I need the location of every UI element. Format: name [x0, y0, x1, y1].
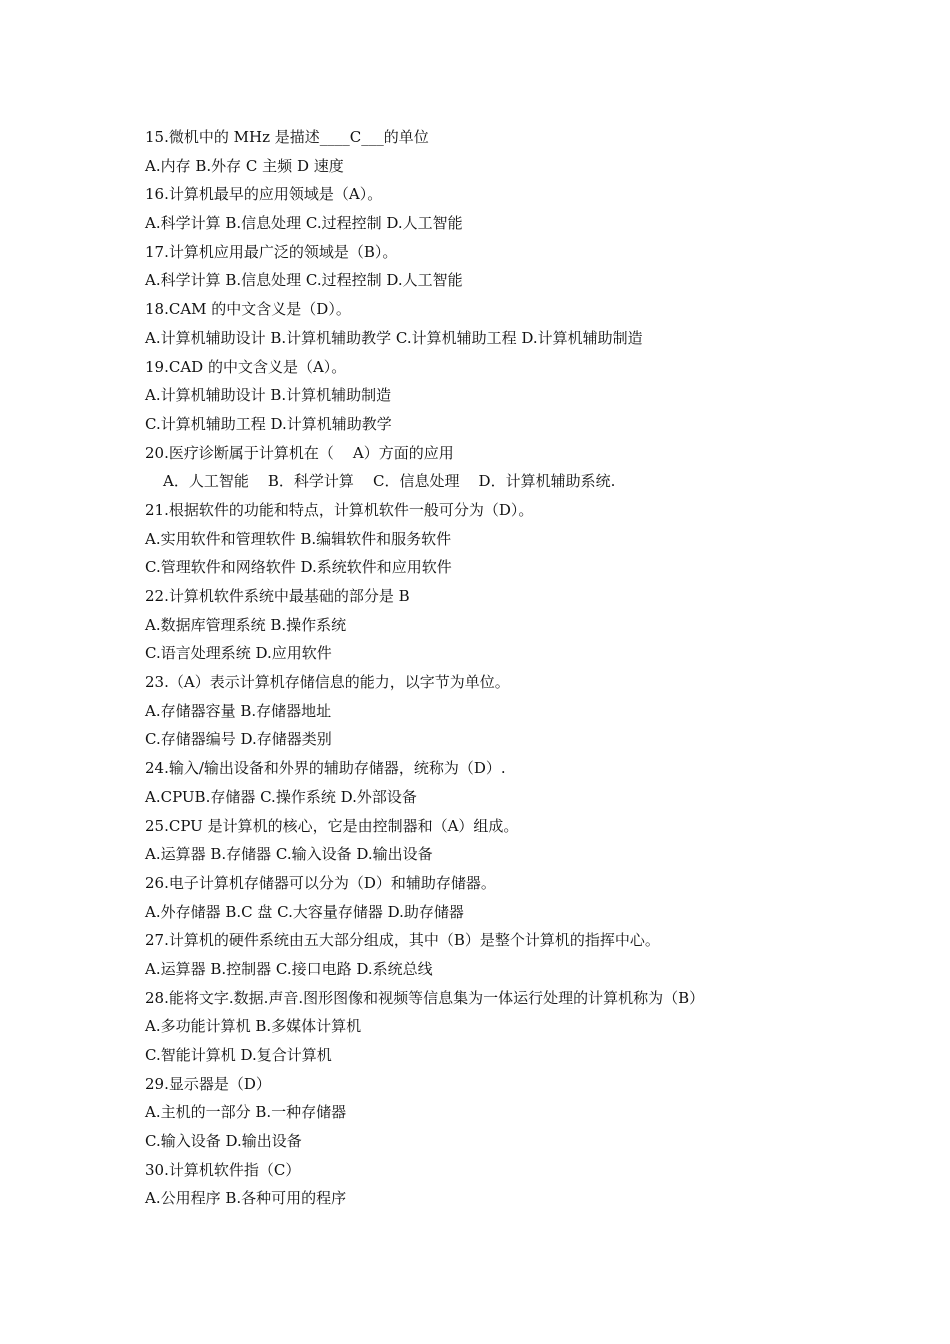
question-22-options-2: C.语言处理系统 D.应用软件	[145, 644, 332, 663]
question-15-stem: 15.微机中的 MHz 是描述____C___的单位	[145, 128, 429, 146]
question-20-options: A．人工智能 B．科学计算 C．信息处理 D．计算机辅助系统.	[163, 472, 616, 491]
question-21-options-1: A.实用软件和管理软件 B.编辑软件和服务软件	[145, 529, 452, 548]
question-17-stem: 17.计算机应用最广泛的领域是（B）。	[145, 242, 398, 261]
question-19-stem: 19.CAD 的中文含义是（A）。	[145, 357, 347, 376]
question-26-stem: 26.电子计算机存储器可以分为（D）和辅助存储器。	[145, 873, 496, 892]
question-30-stem: 30.计算机软件指（C）	[145, 1160, 301, 1179]
question-25-options: A.运算器 B.存储器 C.输入设备 D.输出设备	[145, 845, 433, 864]
question-19-options-1: A.计算机辅助设计 B.计算机辅助制造	[145, 386, 392, 405]
question-28-stem: 28.能将文字.数据.声音.图形图像和视频等信息集为一体运行处理的计算机称为（B）	[145, 988, 705, 1007]
question-24-options: A.CPUB.存储器 C.操作系统 D.外部设备	[145, 787, 417, 806]
question-29-stem: 29.显示器是（D）	[145, 1074, 271, 1093]
question-15-options: A.内存 B.外存 C 主频 D 速度	[145, 156, 344, 175]
question-29-options-2: C.输入设备 D.输出设备	[145, 1132, 302, 1151]
question-list	[145, 123, 825, 1213]
question-24-stem: 24.输入/输出设备和外界的辅助存储器，统称为（D）.	[145, 759, 506, 778]
question-22-options-1: A.数据库管理系统 B.操作系统	[145, 615, 347, 634]
question-30-options-1: A.公用程序 B.各种可用的程序	[145, 1189, 347, 1208]
question-17-options: A.科学计算 B.信息处理 C.过程控制 D.人工智能	[145, 271, 463, 290]
question-23-options-2: C.存储器编号 D.存储器类别	[145, 730, 332, 749]
question-26-options: A.外存储器 B.C 盘 C.大容量存储器 D.助存储器	[145, 902, 464, 921]
question-28-options-1: A.多功能计算机 B.多媒体计算机	[145, 1017, 362, 1036]
question-18-stem: 18.CAM 的中文含义是（D）。	[145, 300, 351, 319]
question-22-stem: 22.计算机软件系统中最基础的部分是 B	[145, 587, 410, 605]
question-19-options-2: C.计算机辅助工程 D.计算机辅助教学	[145, 414, 392, 433]
question-21-stem: 21.根据软件的功能和特点，计算机软件一般可分为（D）。	[145, 500, 534, 519]
question-16-options: A.科学计算 B.信息处理 C.过程控制 D.人工智能	[145, 214, 463, 233]
question-27-options: A.运算器 B.控制器 C.接口电路 D.系统总线	[145, 959, 433, 978]
question-18-options: A.计算机辅助设计 B.计算机辅助教学 C.计算机辅助工程 D.计算机辅助制造	[145, 328, 643, 347]
question-23-stem: 23.（A）表示计算机存储信息的能力，以字节为单位。	[145, 673, 510, 692]
question-20-stem: 20.医疗诊断属于计算机在（ A）方面的应用	[145, 443, 454, 462]
question-21-options-2: C.管理软件和网络软件 D.系统软件和应用软件	[145, 558, 452, 577]
question-16-stem: 16.计算机最早的应用领域是（A）。	[145, 185, 383, 204]
question-23-options-1: A.存储器容量 B.存储器地址	[145, 701, 332, 720]
question-25-stem: 25.CPU 是计算机的核心，它是由控制器和（A）组成。	[145, 816, 519, 835]
question-27-stem: 27.计算机的硬件系统由五大部分组成，其中（B）是整个计算机的指挥中心。	[145, 931, 660, 950]
question-29-options-1: A.主机的一部分 B.一种存储器	[145, 1103, 347, 1122]
question-28-options-2: C.智能计算机 D.复合计算机	[145, 1046, 332, 1064]
